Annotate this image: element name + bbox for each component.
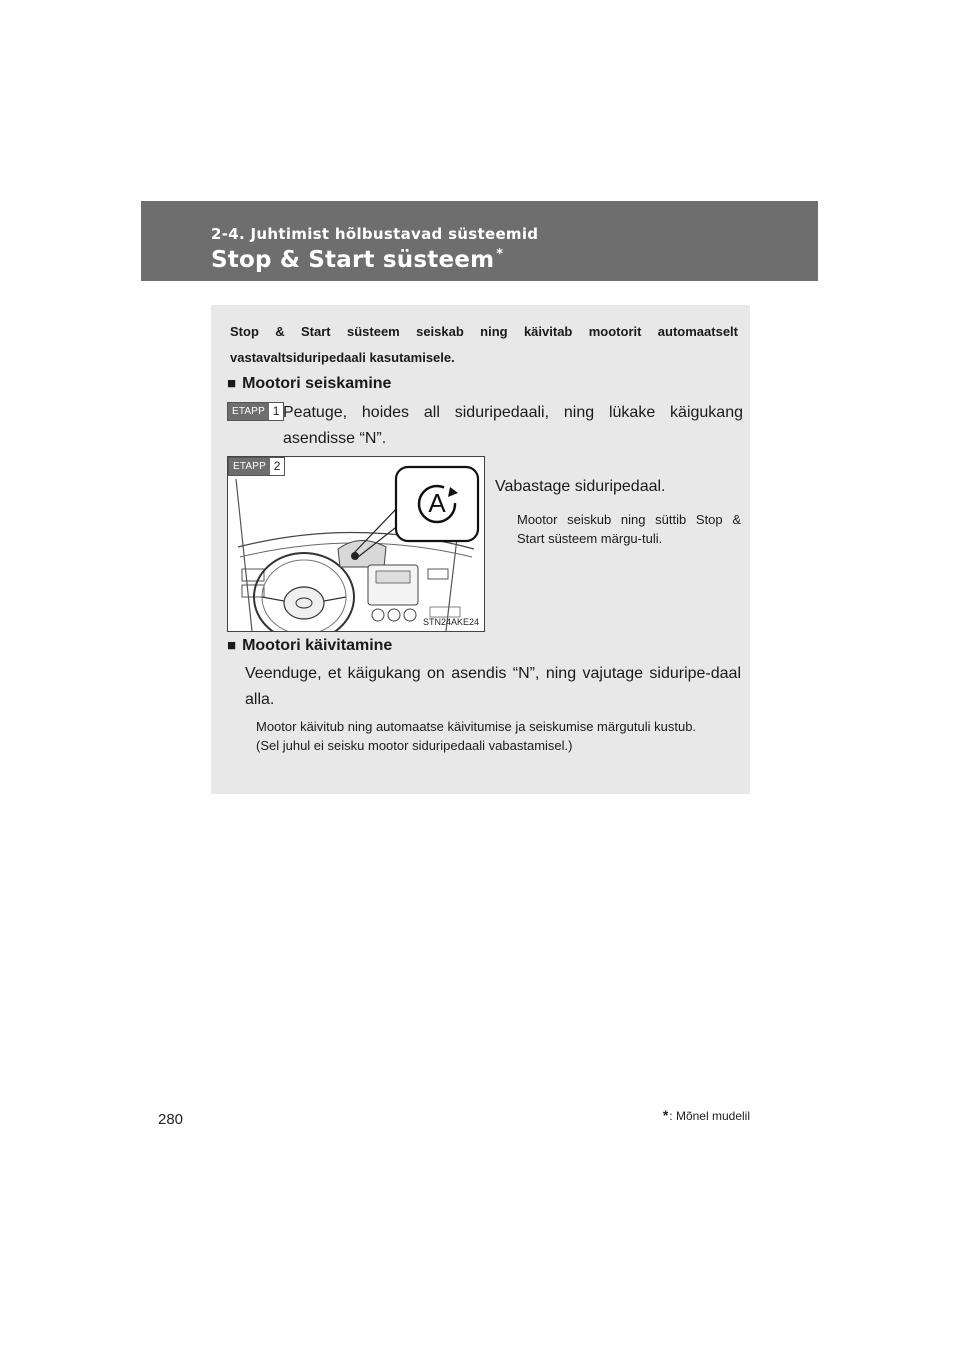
step2-note: Mootor seiskub ning süttib Stop & Start süsteem märgu-tuli.	[517, 512, 741, 546]
title-footnote-mark: *	[496, 247, 504, 263]
start-heading	[227, 637, 392, 655]
stop-heading-text: Mootori seiskamine	[242, 375, 392, 392]
callout-letter: A	[428, 488, 446, 518]
step2-badge-label: ETAPP	[229, 458, 270, 475]
step2-badge	[228, 457, 285, 476]
step1-badge	[227, 402, 284, 421]
step1-badge-number: 1	[269, 403, 283, 420]
start-note	[256, 717, 741, 755]
footnote-text: : Mõnel mudelil	[669, 1109, 750, 1123]
footnote-mark: *	[662, 1107, 669, 1123]
section-label: 2-4. Juhtimist hõlbustavad süsteemid	[211, 225, 539, 243]
page-number: 280	[158, 1111, 184, 1128]
square-bullet-icon: ■	[227, 375, 237, 392]
intro-text: Stop & Start süsteem seiskab ning käivitab mootorit automaatselt vastavaltsiduripedaali kasutamisele.	[230, 324, 738, 365]
content-panel	[211, 305, 750, 794]
start-heading-text: Mootori käivitamine	[242, 637, 393, 654]
step2-badge-number: 2	[270, 458, 284, 475]
step2-text: Vabastage siduripedaal.	[495, 478, 666, 495]
stop-heading	[227, 375, 391, 393]
dashboard-figure	[227, 456, 485, 632]
step1-badge-label: ETAPP	[228, 403, 269, 420]
dashboard-illustration	[228, 457, 484, 631]
page-title-text: Stop & Start süsteem	[211, 247, 495, 273]
step1-text: Peatuge, hoides all siduripedaali, ning lükake käigukang asendisse “N”.	[283, 404, 743, 447]
start-text: Veenduge, et käigukang on asendis “N”, ning vajutage siduripe-daal alla.	[245, 665, 741, 708]
chapter-header	[141, 201, 818, 281]
square-bullet-icon: ■	[227, 637, 237, 654]
figure-code: STN24AKE24	[422, 617, 479, 627]
footnote	[663, 1107, 750, 1123]
start-note-line1: Mootor käivitub ning automaatse käivitumise ja seiskumise märgutuli kustub.	[256, 719, 697, 734]
start-note-line2: (Sel juhul ei seisku mootor siduripedaali vabastamisel.)	[256, 738, 573, 753]
page-title	[211, 247, 503, 273]
